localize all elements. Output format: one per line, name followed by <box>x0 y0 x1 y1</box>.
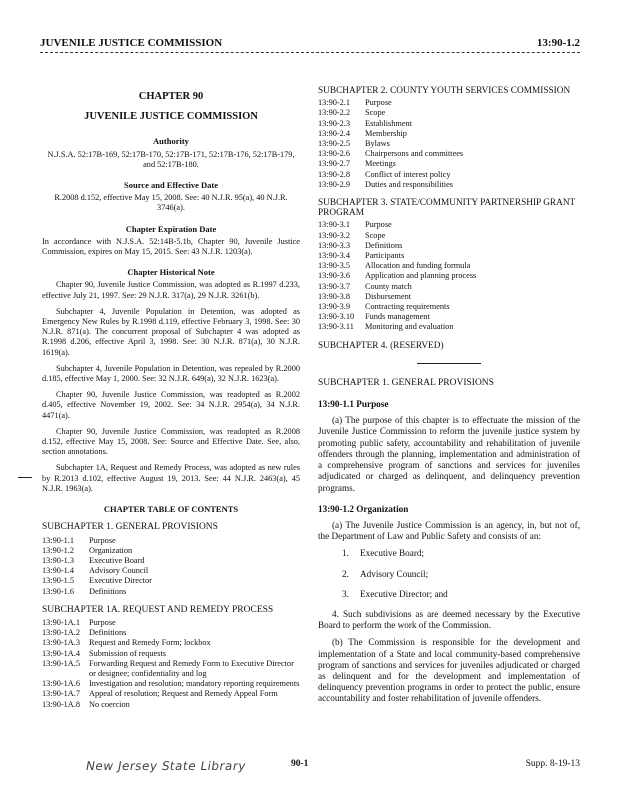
toc-entry: 13:90-3.5 Allocation and funding formula <box>318 261 471 271</box>
toc-entry: 13:90-1.5 Executive Director <box>42 576 152 586</box>
toc-entry: 13:90-1.3 Executive Board <box>42 555 145 565</box>
toc-entry: 13:90-1.6 Definitions <box>42 586 127 596</box>
list-item: 1. Executive Board; <box>342 548 425 559</box>
toc-entry: 13:90-2.8 Conflict of interest policy <box>318 169 451 179</box>
historical-note: Chapter 90, Juvenile Justice Commission, was readopted as R.2002 d.405, effective November 19, 2002. See: 34 N.J.R. 2954(a), 34 N.J.R. 4471(a). <box>42 390 300 420</box>
source-text: R.2008 d.152, effective May 15, 2008. See: 40 N.J.R. 95(a), 40 N.J.R. 3746(a). <box>54 193 288 213</box>
supplement-date: Supp. 8-19-13 <box>525 759 580 769</box>
toc-entry: 13:90-2.5 Bylaws <box>318 139 390 149</box>
running-header <box>40 37 580 51</box>
toc-entry: 13:90-1A.8 No coercion <box>42 699 130 709</box>
toc-entry: 13:90-3.7 County match <box>318 281 412 291</box>
toc-heading: CHAPTER TABLE OF CONTENTS <box>103 504 239 515</box>
expiration-heading: Chapter Expiration Date <box>125 223 217 234</box>
section-paragraph: 4. Such subdivisions as are deemed necessary by the Executive Board to perform the work of the Commission. <box>318 608 580 631</box>
toc-entry: 13:90-2.2 Scope <box>318 108 386 118</box>
list-item: 2. Advisory Council; <box>342 568 429 579</box>
section-heading: 13:90-1.2 Organization <box>318 503 409 514</box>
toc-entry: 13:90-3.3 Definitions <box>318 240 403 250</box>
header-title: JUVENILE JUSTICE COMMISSION <box>40 37 223 49</box>
toc-entry: 13:90-3.9 Contracting requirements <box>318 302 450 312</box>
right-column <box>318 84 580 711</box>
historical-note: Chapter 90, Juvenile Justice Commission, was adopted as R.1997 d.233, effective July 21, 1997. See: 29 N.J.R. 317(a), 29 N.J.R. 3261(b). <box>42 280 300 300</box>
toc-list <box>318 220 580 332</box>
toc-entry: 13:90-2.1 Purpose <box>318 98 392 108</box>
toc-entry: 13:90-3.4 Participants <box>318 251 405 261</box>
historical-note: Subchapter 4, Juvenile Population in Detention, was adopted as Emergency New Rules by R.1998 d.119, effective February 3, 1998. See: 30 N.J.R. 871(a). The concurrent proposal of Subchapter 4 was adopted as R.1998 d.206, effective April 3, 1998. See: 30 N.J.R. 871(a), 30 N.J.R. 1619(a). <box>42 306 300 357</box>
toc-entry: 13:90-2.7 Meetings <box>318 159 396 169</box>
historical-heading: Chapter Historical Note <box>127 267 215 278</box>
section-paragraph: (a) The Juvenile Justice Commission is an agency, in, but not of, the Department of Law and Public Safety and consists of an: <box>318 519 580 542</box>
toc-entry: 13:90-1A.3 Request and Remedy Form; lockbox <box>42 638 211 648</box>
toc-entry: 13:90-1A.5 Forwarding Request and Remedy Form to Executive Director or designee; confidentiality and log <box>42 658 294 678</box>
toc-entry: 13:90-1A.1 Purpose <box>42 617 116 627</box>
section-paragraph: (b) The Commission is responsible for the development and implementation of a State and local community-based comprehensive program of sanctions and services for juveniles adjudicated or charged as delinquent and for the development and implementation of delinquency prevention programs in order to protect the public, ensure accountability and foster rehabilitation of juvenile offenders. <box>318 637 580 704</box>
toc-list <box>42 536 300 597</box>
toc-subchapter-title: SUBCHAPTER 1A. REQUEST AND REMEDY PROCESS <box>42 604 274 615</box>
historical-note: Subchapter 4, Juvenile Population in Detention, was repealed by R.2000 d.185, effective May 1, 2000. See: 32 N.J.R. 649(a), 32 N.J.R. 1623(a). <box>42 363 300 384</box>
toc-entry: 13:90-3.1 Purpose <box>318 220 392 230</box>
toc-entry: 13:90-1A.4 Submission of requests <box>42 648 166 658</box>
chapter-number: CHAPTER 90 <box>138 91 204 102</box>
section-paragraph: (a) The purpose of this chapter is to effectuate the mission of the Juvenile Justice Commission to reform the juvenile justice system by promoting public safety, accountability and rehabilitation of juvenile offenders through the planning, implementation and administration of a comprehensive program of sanctions and services for juveniles adjudicated or charged as delinquent, and delinquency prevention programs. <box>318 415 580 493</box>
expiration-text: In accordance with N.J.S.A. 52:14B-5.1b, Chapter 90, Juvenile Justice Commission, expires on May 15, 2015. See: 43 N.J.R. 1203(a). <box>42 236 300 257</box>
header-section-number: 13:90-1.2 <box>536 37 580 49</box>
toc-subchapter-title: SUBCHAPTER 4. (RESERVED) <box>318 340 444 351</box>
toc-entry: 13:90-2.9 Duties and responsibilities <box>318 179 454 189</box>
toc-entry: 13:90-1A.6 Investigation and resolution; mandatory reporting requirements <box>42 679 300 689</box>
historical-note: Chapter 90, Juvenile Justice Commission, was readopted as R.2008 d.152, effective May 15, 2008. See: Source and Effective Date. See, also, section annotations. <box>42 426 300 457</box>
toc-entry: 13:90-2.4 Membership <box>318 128 407 138</box>
left-column <box>42 92 300 710</box>
toc-entry: 13:90-2.3 Establishment <box>318 118 413 128</box>
toc-entry: 13:90-2.6 Chairpersons and committees <box>318 149 464 159</box>
toc-entry: 13:90-1.2 Organization <box>42 545 133 555</box>
toc-entry: 13:90-3.8 Disbursement <box>318 291 412 301</box>
page-number: 90-1 <box>291 759 309 769</box>
toc-list <box>318 98 580 190</box>
toc-entry: 13:90-1.1 Purpose <box>42 535 116 545</box>
toc-entry: 13:90-3.11 Monitoring and evaluation <box>318 322 454 332</box>
toc-entry: 13:90-3.10 Funds management <box>318 312 430 322</box>
chapter-name: JUVENILE JUSTICE COMMISSION <box>84 111 258 123</box>
toc-entry: 13:90-3.6 Application and planning process <box>318 271 477 281</box>
section-separator <box>417 363 481 364</box>
source-heading: Source and Effective Date <box>123 180 219 191</box>
historical-note: Subchapter 1A, Request and Remedy Process, was adopted as new rules by R.2013 d.102, effective August 19, 2013. See: 44 N.J.R. 2463(a), 45 N.J.R. 1963(a). <box>42 463 300 493</box>
header-rule <box>40 52 580 53</box>
library-stamp: New Jersey State Library <box>84 759 248 773</box>
toc-entry: 13:90-3.2 Scope <box>318 230 386 240</box>
toc-subchapter-title: SUBCHAPTER 2. COUNTY YOUTH SERVICES COMMISSION <box>318 86 571 96</box>
toc-entry: 13:90-1.4 Advisory Council <box>42 566 149 576</box>
section-heading: 13:90-1.1 Purpose <box>318 399 389 410</box>
toc-entry: 13:90-1A.7 Appeal of resolution; Request and Remedy Appeal Form <box>42 689 278 699</box>
margin-change-bar <box>18 477 32 478</box>
toc-subchapter-title: SUBCHAPTER 1. GENERAL PROVISIONS <box>42 522 218 533</box>
list-item: 3. Executive Director; and <box>342 588 448 599</box>
authority-text: N.J.S.A. 52:17B-169, 52:17B-170, 52:17B-171, 52:17B-176, 52:17B-179, and 52:17B-180. <box>47 149 295 169</box>
subchapter-heading: SUBCHAPTER 1. GENERAL PROVISIONS <box>318 377 494 388</box>
toc-entry: 13:90-1A.2 Definitions <box>42 628 127 638</box>
toc-subchapter-title: SUBCHAPTER 3. STATE/COMMUNITY PARTNERSHIP GRANT PROGRAM <box>318 198 576 219</box>
authority-heading: Authority <box>153 136 189 147</box>
toc-list <box>42 618 300 710</box>
